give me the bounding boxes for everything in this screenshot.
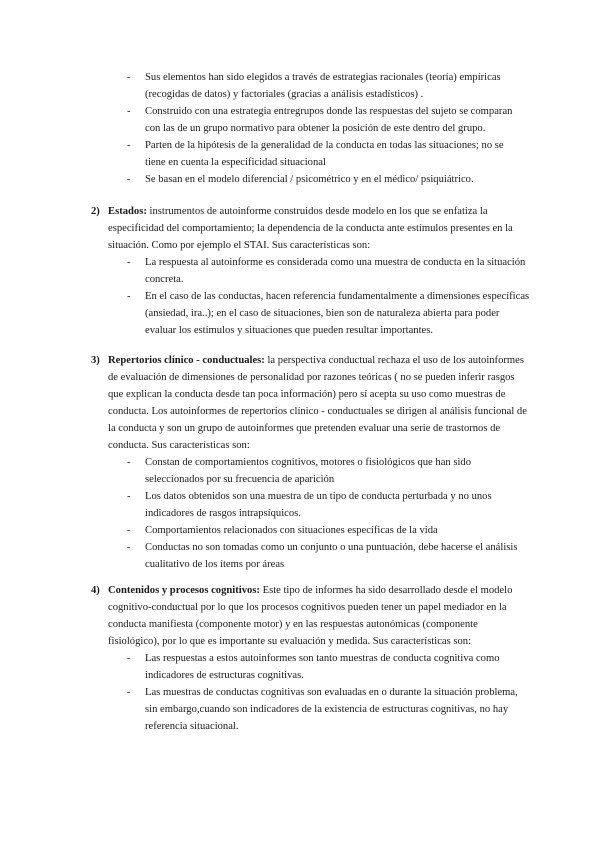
dash-marker: - bbox=[127, 457, 131, 468]
list-item bbox=[127, 488, 531, 522]
list-item-text: Se basan en el modelo diferencial / psicométrico y en el médico/ psiquiátrico. bbox=[145, 174, 474, 185]
list-item bbox=[127, 171, 525, 188]
continued-bullet-list bbox=[127, 69, 525, 188]
list-item bbox=[127, 454, 531, 488]
dash-marker: - bbox=[127, 542, 131, 553]
list-item-text: La respuesta al autoinforme es considerada como una muestra de conducta en la situación concreta. bbox=[145, 257, 526, 285]
list-item bbox=[127, 522, 531, 539]
section-heading: Estados: bbox=[108, 206, 147, 217]
section-heading: Contenidos y procesos cognitivos: bbox=[108, 585, 260, 596]
list-item-text: Parten de la hipótesis de la generalidad de la conducta en todas las situaciones; no se tiene en cuenta la especificidad situacional bbox=[145, 140, 504, 168]
section-estados bbox=[91, 203, 531, 339]
dash-marker: - bbox=[127, 291, 131, 302]
list-item bbox=[127, 69, 525, 103]
section-text: instrumentos de autoinforme construidos desde modelo en los que se enfatiza la especificidad del comportamiento; la dependencia de la conducta ante estímulos presentes en la situación. Como por ejemplo el STAI. Sus características son: bbox=[108, 206, 513, 251]
section-bullet-list bbox=[127, 254, 531, 339]
section-text: la perspectiva conductual rechaza el uso de los autoinformes de evaluación de dimensiones de personalidad por razones teóricas ( no se pueden inferir rasgos que explican la conducta desde tan poca información) pero sí acepta su uso como muestras de conducta. Los autoinformes de repertorios clínico - conductuales se dirigen al análisis funcional de la conducta y son un grupo de autoinformes que pretenden evaluar una serie de trastornos de conducta. Sus características son: bbox=[108, 355, 527, 451]
list-item-text: Construido con una estrategia entregrupos donde las respuestas del sujeto se comparan con las de un grupo normativo para obtener la posición de este dentro del grupo. bbox=[145, 106, 513, 134]
section-contenidos bbox=[91, 582, 531, 735]
list-item bbox=[127, 684, 531, 735]
dash-marker: - bbox=[127, 174, 131, 185]
dash-marker: - bbox=[127, 653, 131, 664]
dash-marker: - bbox=[127, 491, 131, 502]
list-item-text: Constan de comportamientos cognitivos, motores o fisiológicos que han sido seleccionados por su frecuencia de aparición bbox=[145, 457, 472, 485]
section-bullet-list bbox=[127, 454, 531, 573]
list-item-text: Conductas no son tomadas como un conjunto o una puntuación, debe hacerse el análisis cualitativo de los ítems por áreas bbox=[145, 542, 518, 570]
section-number: 4) bbox=[91, 585, 100, 596]
list-item bbox=[127, 137, 525, 171]
list-item bbox=[127, 254, 531, 288]
list-item-text: Comportamientos relacionados con situaciones específicas de la vida bbox=[145, 525, 438, 536]
section-paragraph bbox=[108, 352, 531, 454]
dash-marker: - bbox=[127, 72, 131, 83]
section-text: Este tipo de informes ha sido desarrollado desde el modelo cognitivo-conductual por lo que los procesos cognitivos pueden tener un papel mediador en la conducta manifiesta (componente motor) y en las respuestas autonómicas (componente fisiológico), por lo que es importante su evaluación y medida. Sus características son: bbox=[108, 585, 513, 647]
list-item bbox=[127, 650, 531, 684]
dash-marker: - bbox=[127, 687, 131, 698]
dash-marker: - bbox=[127, 525, 131, 536]
list-item-text: En el caso de las conductas, hacen referencia fundamentalmente a dimensiones específicas (ansiedad, ira..); en el caso de situaciones, bien son de naturaleza abierta para poder evaluar los estímulos y situaciones que pueden resultar importantes. bbox=[145, 291, 530, 336]
dash-marker: - bbox=[127, 106, 131, 117]
section-heading: Repertorios clínico - conductuales: bbox=[108, 355, 265, 366]
dash-marker: - bbox=[127, 257, 131, 268]
list-item-text: Las respuestas a estos autoinformes son tanto muestras de conducta cognitiva como indicadores de estructuras cognitivas. bbox=[145, 653, 500, 681]
section-repertorios bbox=[91, 352, 531, 573]
list-item-text: Sus elementos han sido elegidos a través de estrategias racionales (teoría) empíricas (recogidas de datos) y factoriales (gracias a análisis estadísticos) . bbox=[145, 72, 501, 100]
list-item bbox=[127, 103, 525, 137]
list-item-text: Las muestras de conductas cognitivas son evaluadas en o durante la situación problema, sin embargo,cuando son indicadores de la existencia de estructuras cognitivas, no hay referencia situacional. bbox=[145, 687, 518, 732]
list-item bbox=[127, 539, 531, 573]
section-paragraph bbox=[108, 582, 531, 650]
dash-marker: - bbox=[127, 140, 131, 151]
list-item-text: Los datos obtenidos son una muestra de un tipo de conducta perturbada y no unos indicadores de rasgos intrapsíquicos. bbox=[145, 491, 492, 519]
section-number: 3) bbox=[91, 355, 100, 366]
list-item bbox=[127, 288, 531, 339]
section-paragraph bbox=[108, 203, 531, 254]
section-bullet-list bbox=[127, 650, 531, 735]
section-number: 2) bbox=[91, 206, 100, 217]
